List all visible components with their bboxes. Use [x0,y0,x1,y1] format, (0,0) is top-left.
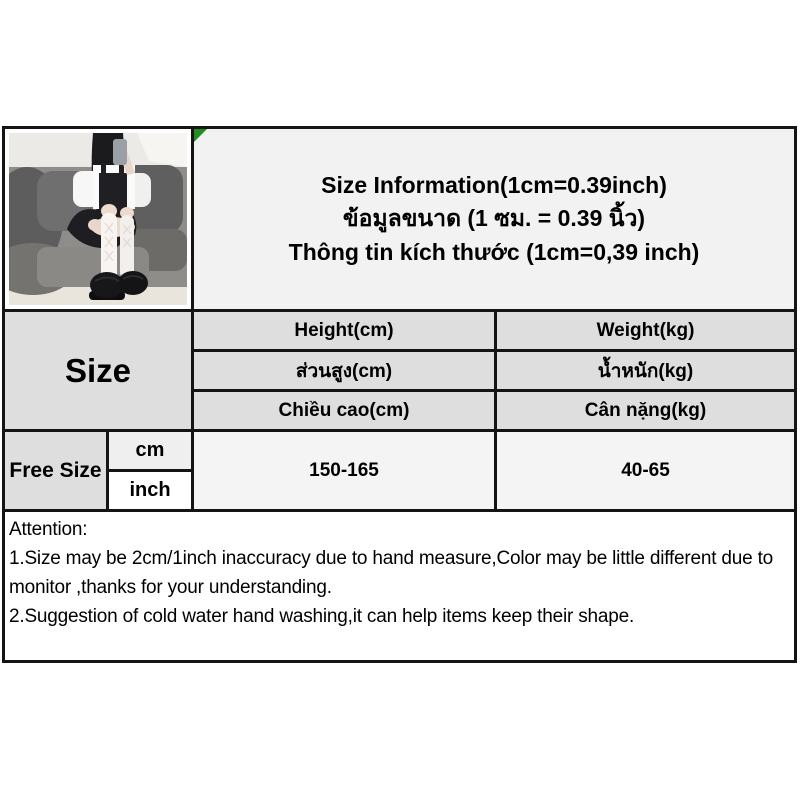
row-label-free-size: Free Size [5,432,106,509]
product-photo [5,129,191,309]
title-vietnamese: Thông tin kích thước (1cm=0,39 inch) [288,238,700,265]
header-height-th: ส่วนสูง(cm) [194,352,494,389]
attention-section [5,512,794,660]
height-value-cell: 150-165 [194,432,494,509]
unit-cm-cell: cm [109,432,191,469]
header-weight-vi: Cân nặng(kg) [497,392,794,429]
header-weight-en: Weight(kg) [497,312,794,349]
title-thai: ข้อมูลขนาด (1 ซม. = 0.39 นิ้ว) [342,205,646,232]
size-table [5,312,794,509]
size-chart-sheet [2,126,797,663]
title-english: Size Information(1cm=0.39inch) [321,172,667,199]
product-photo-illustration [9,133,187,305]
attention-note-1: 1.Size may be 2cm/1inch inaccuracy due to hand measure,Color may be little different due to monitor ,thanks for your understanding. [9,548,774,598]
top-row [5,129,794,309]
weight-value-cell: 40-65 [497,432,794,509]
unit-inch-cell: inch [109,472,191,509]
header-weight-th: น้ำหนัก(kg) [497,352,794,389]
header-height-en: Height(cm) [194,312,494,349]
attention-heading: Attention: [9,519,88,540]
corner-marker-icon [194,129,207,142]
attention-note-2: 2.Suggestion of cold water hand washing,it can help items keep their shape. [9,606,635,627]
header-height-vi: Chiều cao(cm) [194,392,494,429]
title-block [194,129,794,309]
size-column-header: Size [5,312,191,429]
